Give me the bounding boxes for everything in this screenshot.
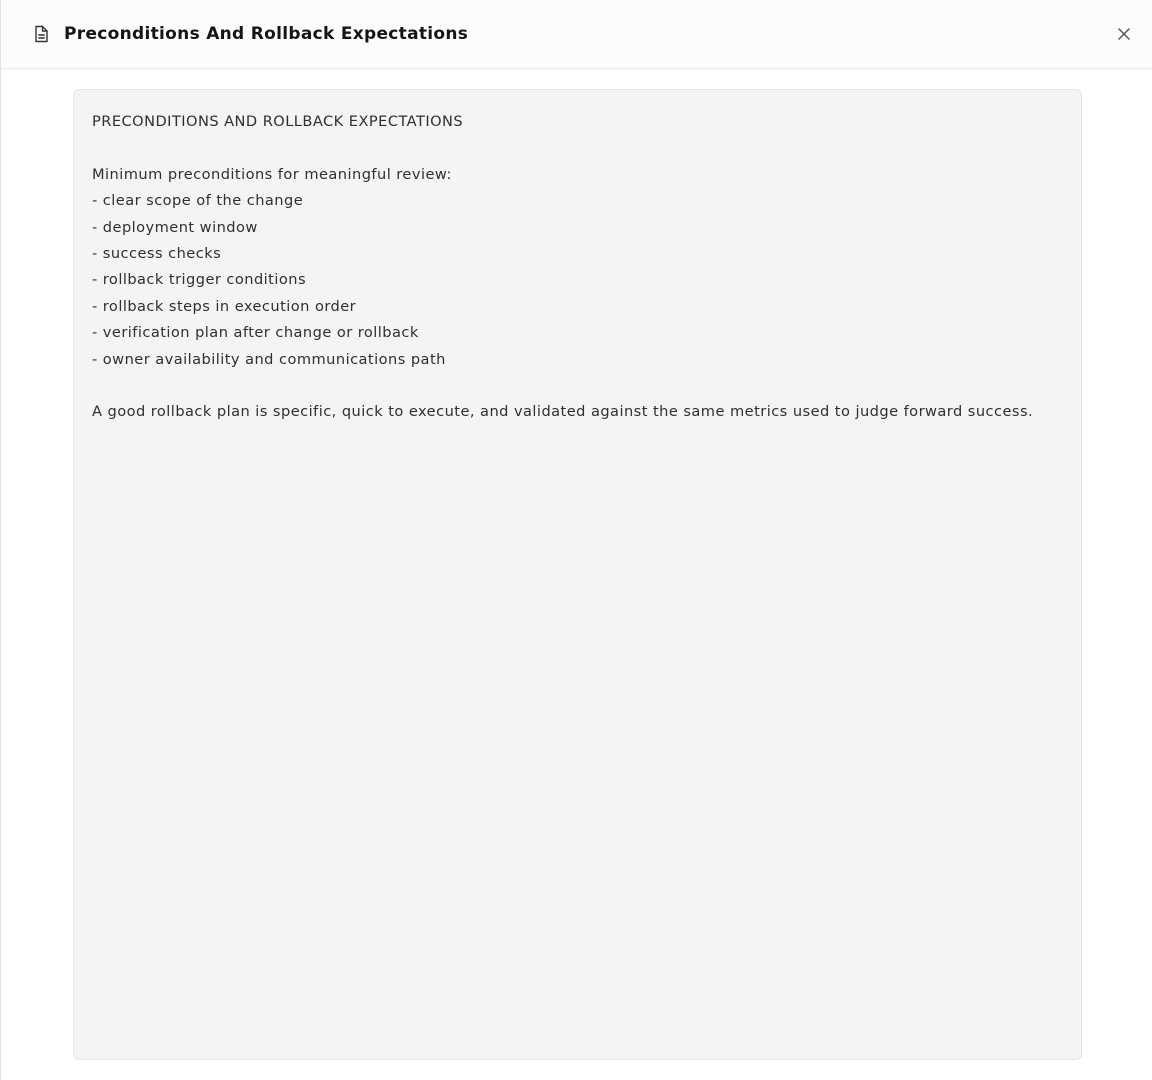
list-item: - success checks xyxy=(92,245,222,263)
list-item: - verification plan after change or rollback xyxy=(92,324,419,342)
document-intro: Minimum preconditions for meaningful review: xyxy=(92,165,452,183)
document-heading: PRECONDITIONS AND ROLLBACK EXPECTATIONS xyxy=(92,113,464,130)
close-button[interactable] xyxy=(1111,22,1137,48)
list-item: - owner availability and communications path xyxy=(92,350,446,368)
blank-line xyxy=(92,373,1077,399)
modal-title: Preconditions And Rollback Expectations xyxy=(64,24,469,44)
document-content-panel[interactable] xyxy=(73,89,1082,1060)
document-closing: A good rollback plan is specific, quick to execute, and validated against the same metrics used to judge forward success. xyxy=(92,403,1034,421)
list-item: - clear scope of the change xyxy=(92,192,304,210)
modal-header xyxy=(1,0,1152,69)
close-icon xyxy=(1117,26,1131,45)
list-item: - deployment window xyxy=(92,218,258,236)
document-icon xyxy=(31,24,51,44)
blank-line xyxy=(92,135,1077,161)
document-body xyxy=(92,109,1077,426)
list-item: - rollback trigger conditions xyxy=(92,271,306,289)
list-item: - rollback steps in execution order xyxy=(92,297,357,315)
